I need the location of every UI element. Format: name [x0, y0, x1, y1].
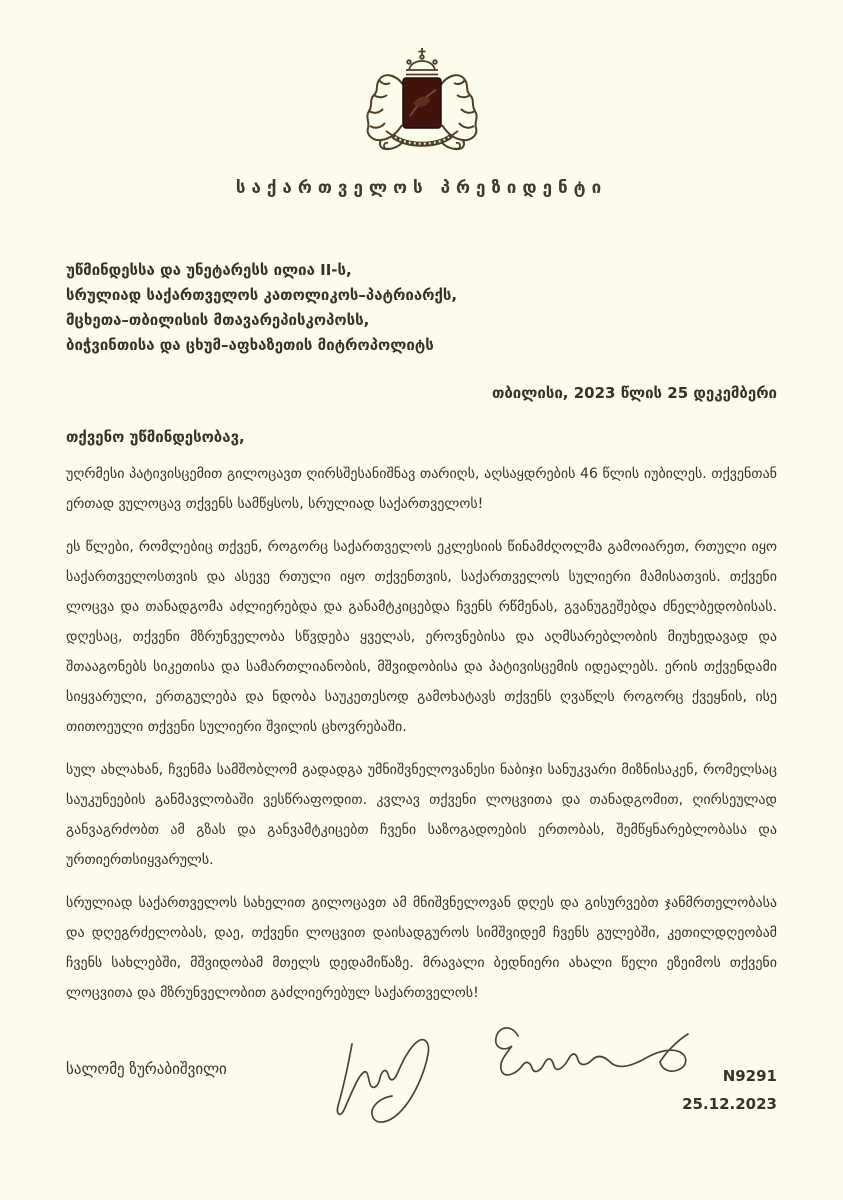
closing-block — [66, 1018, 777, 1138]
reference-block — [682, 1062, 777, 1118]
signature-icon — [328, 1014, 700, 1130]
dateline: თბილისი, 2023 წლის 25 დეკემბერი — [491, 384, 777, 402]
body-paragraph: სრულიად საქართველოს სახელით გილოცავთ ამ მნიშვნელოვან დღეს და გისურვებთ ჯანმრთელობასა და დღეგრძელობას, დაე, თქვენი ლოცვით დაისადგუროს სიმშვიდემ ჩვენს გულებში, კეთილდღეობამ ჩვენს სახლებში, მშვიდობამ მთელს დედამიწაზე. მრავალი ბედნიერი ახალი წელი ეზეიმოს თქვენი ლოცვითა და მზრუნველობით გაძლიერებულ საქართველოს! — [66, 895, 777, 1001]
reference-date: 25.12.2023 — [682, 1095, 777, 1113]
signer-name: სალომე ზურაბიშვილი — [66, 1060, 227, 1078]
letterhead-title: საქართველოს პრეზიდენტი — [235, 178, 608, 198]
body-paragraph: უღრმესი პატივისცემით გილოცავთ ღირსშესანიშნავ თარიღს, აღსაყდრების 46 წლის იუბილეს. თქვენთან ერთად ვულოცავ თქვენს სამწყსოს, სრულიად საქართველოს! — [66, 466, 777, 512]
addressee-block — [66, 258, 777, 358]
salutation: თქვენო უწმინდესობავ, — [66, 428, 245, 446]
addressee-line: სრულიად საქართველოს კათოლიკოს–პატრიარქს, — [66, 286, 458, 304]
body-paragraph: სულ ახლახან, ჩვენმა სამშობლომ გადადგა უმნიშვნელოვანესი ნაბიჯი სანუკვარი მიზნისაკენ, რომელსაც საუკუნეების განმავლობაში ვესწრაფოდით. კვლავ თქვენი ლოცვითა და თანადგომით, ღირსეულად განვაგრძობთ ამ გზას და განვამტკიცებთ ჩვენი საზოგადოების ერთობას, შემწყნარებლობასა და ურთიერთსიყვარულს. — [66, 762, 777, 868]
georgia-coat-of-arms-icon — [358, 46, 486, 162]
addressee-line: მცხეთა–თბილისის მთავარეპისკოპოსს, — [66, 311, 370, 329]
letterhead — [0, 0, 843, 198]
letter-content — [66, 258, 777, 1138]
addressee-line: ბიჭვინთისა და ცხუმ–აფხაზეთის მიტროპოლიტს — [66, 336, 434, 354]
addressee-line: უწმინდესსა და უნეტარესს ილია II-ს, — [66, 261, 352, 279]
body-paragraph: ეს წლები, რომლებიც თქვენ, როგორც საქართველოს ეკლესიის წინამძღოლმა გამოიარეთ, რთული იყო საქართველოსთვის და ასევე რთული იყო თქვენთვის, საქართველოს სულიერი მამისათვის. თქვენი ლოცვა და თანადგომა აძლიერებდა და განამტკიცებდა ჩვენს რწმენას, გვანუგეშებდა ძნელბედობისას. დღესაც, თქვენი მზრუნველობა სწვდება ყველას, ეროვნებისა და აღმსარებლობის მიუხედავად და შთააგონებს სიკეთისა და სამართლიანობის, მშვიდობისა და პატივისცემის იდეალებს. ერის თქვენდამი სიყვარული, ერთგულება და ნდობა საუკეთესოდ გამოხატავს თქვენს ღვაწლს როგორც ქვეყნის, ისე თითოეული თქვენი სულიერი შვილის ცხოვრებაში. — [66, 539, 777, 735]
reference-number: N9291 — [722, 1067, 777, 1085]
